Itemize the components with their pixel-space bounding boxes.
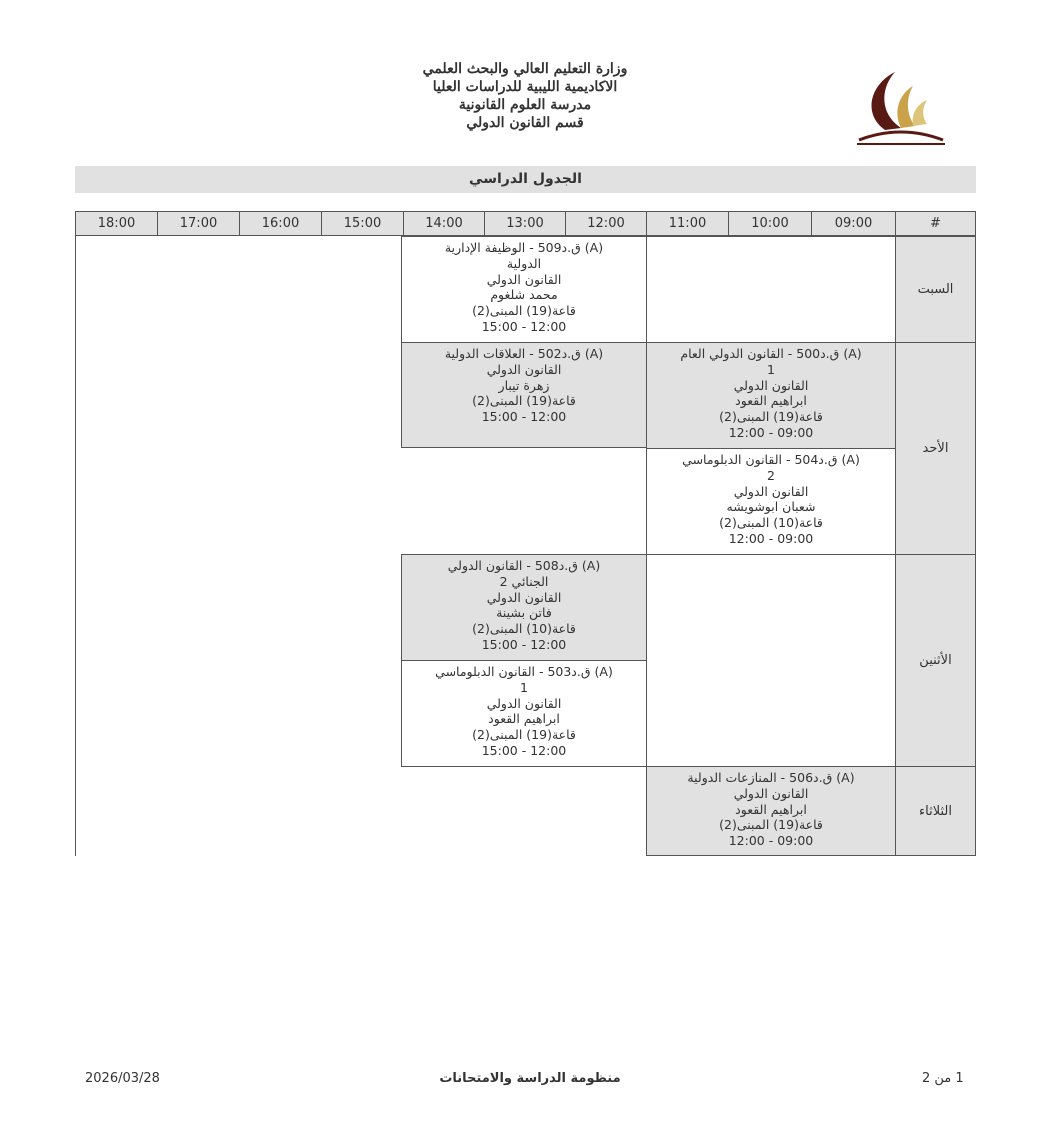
time-header-18: 18:00: [75, 211, 158, 236]
table-left-border: [75, 236, 76, 856]
session-time: 09:00 - 12:00: [728, 833, 814, 849]
empty-slot: [646, 554, 896, 767]
session-room: قاعة(10) المبنى(2): [472, 621, 576, 637]
academy-logo: [855, 60, 947, 148]
day-saturday: السبت: [895, 236, 976, 343]
session-time: 09:00 - 12:00: [728, 424, 814, 440]
session-course: (A) ق.د502 - العلاقات الدولية: [444, 346, 604, 361]
session-block: [401, 236, 647, 343]
session-course-cont: الدولية: [506, 255, 542, 271]
session-block: [401, 554, 647, 661]
day-tuesday: الثلاثاء: [895, 766, 976, 856]
time-header-09: 09:00: [811, 211, 896, 236]
session-course: (A) ق.د500 - القانون الدولي العام: [680, 346, 862, 361]
time-header-13: 13:00: [484, 211, 566, 236]
schedule-title: الجدول الدراسي: [75, 166, 976, 193]
time-header-15: 15:00: [321, 211, 404, 236]
sunday-divider: [401, 447, 647, 451]
corner-header: #: [895, 211, 976, 236]
day-sunday: الأحد: [895, 342, 976, 555]
session-instructor: ابراهيم القعود: [735, 801, 807, 817]
time-header-16: 16:00: [239, 211, 322, 236]
session-time: 12:00 - 15:00: [481, 318, 567, 334]
time-header-10: 10:00: [728, 211, 812, 236]
time-header-17: 17:00: [157, 211, 240, 236]
session-department: القانون الدولي: [486, 271, 562, 287]
session-course: (A) ق.د509 - الوظيفة الإدارية: [444, 240, 604, 255]
institution-header: [330, 60, 720, 132]
system-name: منظومة الدراسة والامتحانات: [439, 1071, 621, 1086]
session-time: 12:00 - 15:00: [481, 409, 567, 425]
time-header-11: 11:00: [646, 211, 729, 236]
schedule-table: [75, 211, 976, 856]
session-course-cont: 1: [767, 361, 775, 377]
session-course-cont: الجنائي 2: [499, 573, 549, 589]
session-instructor: ابراهيم القعود: [488, 711, 560, 727]
session-instructor: محمد شلغوم: [490, 287, 558, 303]
session-block: [646, 342, 896, 449]
session-course: (A) ق.د504 - القانون الدبلوماسي: [682, 452, 860, 467]
session-course: (A) ق.د506 - المنازعات الدولية: [687, 770, 855, 785]
empty-slot: [646, 236, 896, 343]
session-block: [646, 766, 896, 856]
session-department: القانون الدولي: [733, 377, 809, 393]
time-header-12: 12:00: [565, 211, 647, 236]
session-instructor: شعبان ابوشويشه: [726, 499, 816, 515]
session-department: القانون الدولي: [733, 483, 809, 499]
time-header-14: 14:00: [403, 211, 485, 236]
session-block: [401, 660, 647, 767]
session-room: قاعة(19) المبنى(2): [472, 727, 576, 743]
session-block: [401, 342, 647, 448]
page-number: 1 من 2: [922, 1071, 964, 1086]
session-room: قاعة(10) المبنى(2): [719, 515, 823, 531]
academy-name: الاكاديمية الليبية للدراسات العليا: [432, 79, 618, 95]
session-course-cont: 2: [767, 467, 775, 483]
session-time: 12:00 - 15:00: [481, 742, 567, 758]
session-department: القانون الدولي: [733, 785, 809, 801]
session-course: (A) ق.د508 - القانون الدولي: [447, 558, 601, 573]
session-instructor: ابراهيم القعود: [735, 393, 807, 409]
session-room: قاعة(19) المبنى(2): [472, 393, 576, 409]
day-monday: الأثنين: [895, 554, 976, 767]
session-room: قاعة(19) المبنى(2): [719, 409, 823, 425]
session-block: [646, 448, 896, 555]
session-instructor: زهرة تيبار: [498, 377, 550, 393]
session-course-cont: 1: [520, 679, 528, 695]
session-instructor: فاتن بشينة: [496, 605, 552, 621]
session-time: 09:00 - 12:00: [728, 530, 814, 546]
ministry-name: وزارة التعليم العالي والبحث العلمي: [422, 61, 628, 77]
session-department: القانون الدولي: [486, 695, 562, 711]
session-room: قاعة(19) المبنى(2): [472, 303, 576, 319]
session-time: 12:00 - 15:00: [481, 636, 567, 652]
session-course: (A) ق.د503 - القانون الدبلوماسي: [435, 664, 613, 679]
department-name: قسم القانون الدولي: [466, 115, 584, 131]
session-room: قاعة(19) المبنى(2): [719, 817, 823, 833]
school-name: مدرسة العلوم القانونية: [458, 97, 592, 113]
session-department: القانون الدولي: [486, 589, 562, 605]
session-department: القانون الدولي: [486, 361, 562, 377]
print-date: 2026/03/28: [85, 1071, 160, 1086]
